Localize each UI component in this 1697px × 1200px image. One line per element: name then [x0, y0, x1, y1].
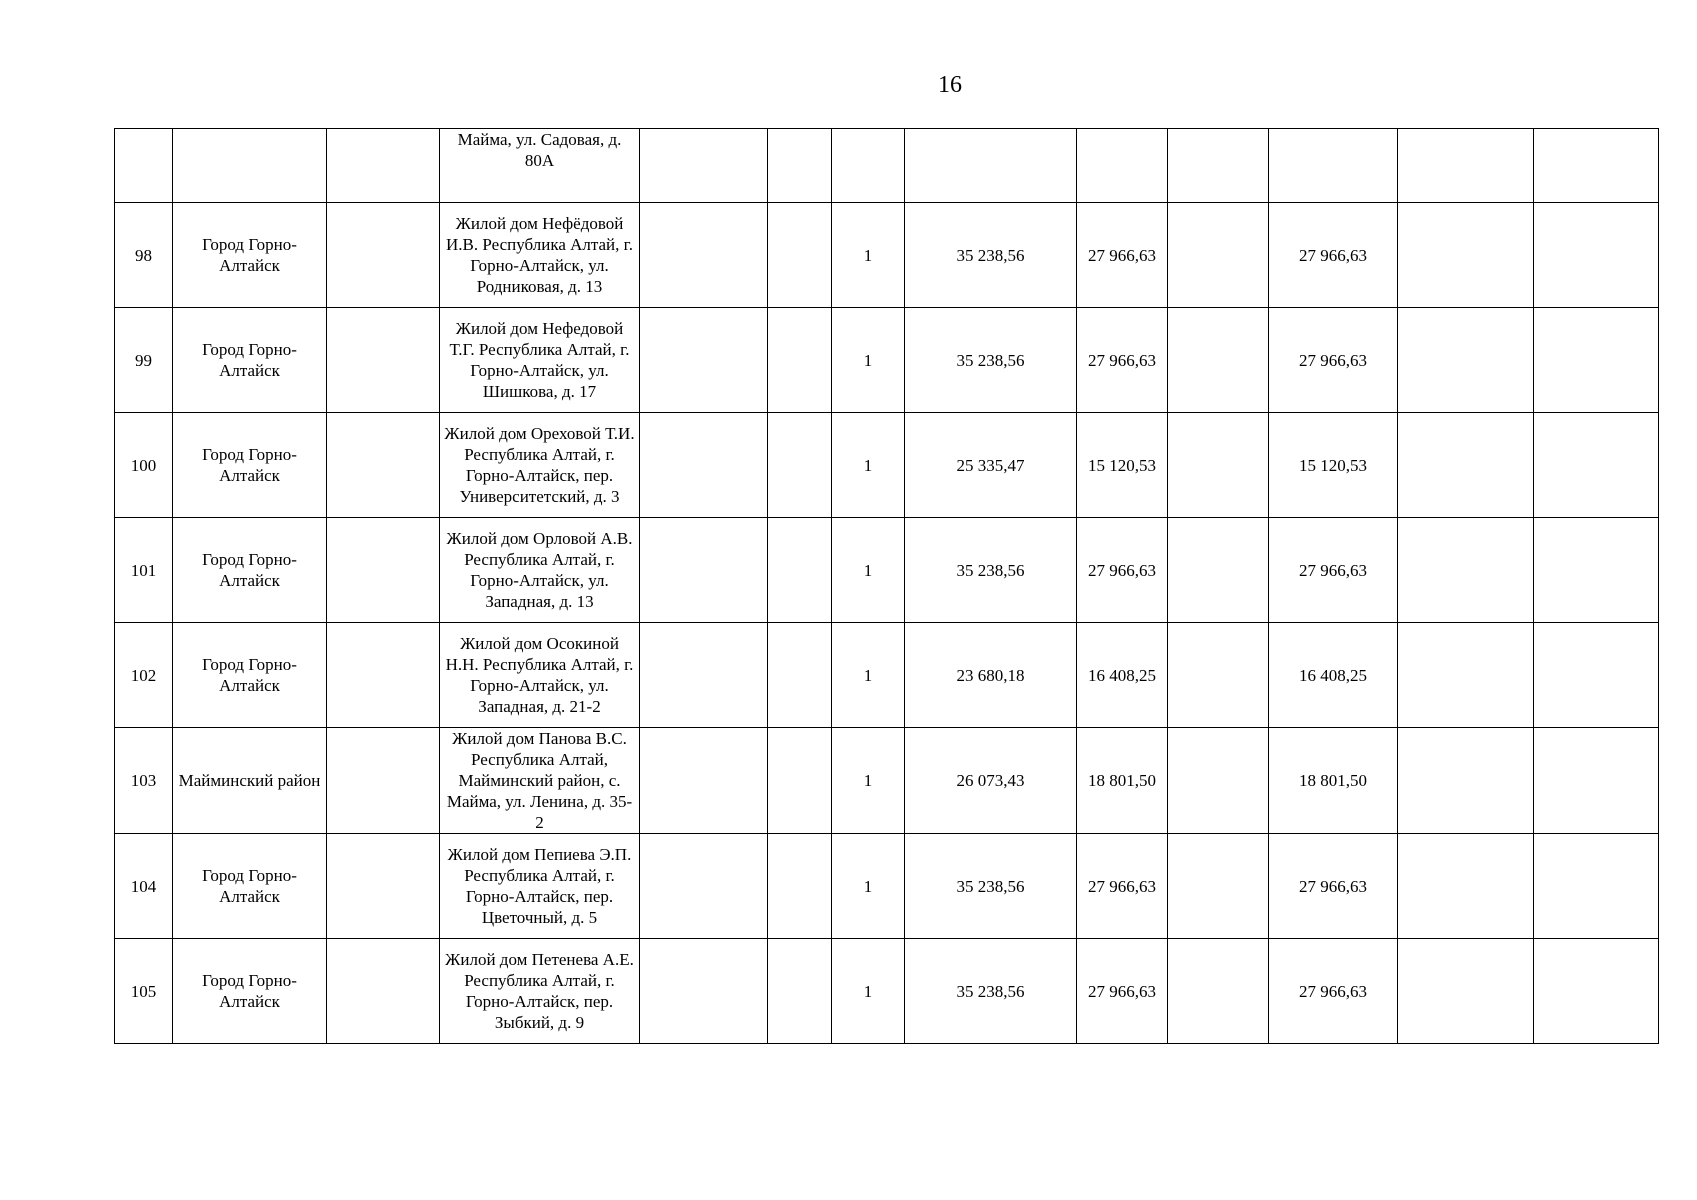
cell-municipality: Город Горно-Алтайск	[173, 308, 327, 413]
cell-empty	[1398, 129, 1534, 203]
cell-empty	[1534, 203, 1659, 308]
table-row	[115, 939, 1659, 1044]
cell-empty	[640, 308, 768, 413]
cell-empty	[327, 203, 440, 308]
cell-empty	[327, 623, 440, 728]
registry-table-body	[115, 129, 1659, 1044]
cell-total-cost	[905, 129, 1077, 203]
cell-empty	[768, 518, 832, 623]
cell-empty	[1168, 308, 1269, 413]
cell-empty	[1398, 939, 1534, 1044]
table-row	[115, 834, 1659, 939]
cell-municipality: Город Горно-Алтайск	[173, 518, 327, 623]
cell-no: 99	[115, 308, 173, 413]
cell-qty: 1	[832, 203, 905, 308]
cell-municipality: Город Горно-Алтайск	[173, 623, 327, 728]
cell-empty	[1398, 834, 1534, 939]
cell-empty	[1398, 623, 1534, 728]
cell-empty	[1168, 939, 1269, 1044]
cell-qty	[832, 129, 905, 203]
cell-empty	[768, 129, 832, 203]
table-row	[115, 203, 1659, 308]
cell-empty	[1534, 308, 1659, 413]
table-row	[115, 308, 1659, 413]
table-row	[115, 728, 1659, 834]
cell-object: Жилой дом Орловой А.В. Республика Алтай, г. Горно-Алтайск, ул. Западная, д. 13	[440, 518, 640, 623]
cell-empty	[1168, 834, 1269, 939]
cell-no: 105	[115, 939, 173, 1044]
cell-empty	[327, 939, 440, 1044]
cell-funds: 27 966,63	[1077, 518, 1168, 623]
cell-empty	[1168, 623, 1269, 728]
cell-object: Майма, ул. Садовая, д. 80А	[440, 129, 640, 203]
cell-empty	[1168, 129, 1269, 203]
cell-no: 100	[115, 413, 173, 518]
cell-no	[115, 129, 173, 203]
cell-empty	[1398, 728, 1534, 834]
cell-empty	[640, 728, 768, 834]
cell-no: 102	[115, 623, 173, 728]
cell-no: 98	[115, 203, 173, 308]
cell-funds-total: 18 801,50	[1269, 728, 1398, 834]
cell-funds-total	[1269, 129, 1398, 203]
cell-empty	[1398, 308, 1534, 413]
cell-empty	[768, 728, 832, 834]
cell-empty	[327, 834, 440, 939]
cell-empty	[1534, 728, 1659, 834]
cell-funds: 18 801,50	[1077, 728, 1168, 834]
cell-funds-total: 27 966,63	[1269, 834, 1398, 939]
cell-empty	[640, 518, 768, 623]
cell-no: 104	[115, 834, 173, 939]
cell-empty	[327, 413, 440, 518]
cell-empty	[327, 518, 440, 623]
cell-funds-total: 15 120,53	[1269, 413, 1398, 518]
cell-qty: 1	[832, 834, 905, 939]
cell-funds: 27 966,63	[1077, 203, 1168, 308]
table-row	[115, 413, 1659, 518]
cell-qty: 1	[832, 518, 905, 623]
cell-qty: 1	[832, 728, 905, 834]
cell-empty	[327, 728, 440, 834]
cell-municipality: Город Горно-Алтайск	[173, 203, 327, 308]
cell-object: Жилой дом Нефедовой Т.Г. Республика Алтай, г. Горно-Алтайск, ул. Шишкова, д. 17	[440, 308, 640, 413]
registry-table-wrapper	[114, 128, 1659, 1044]
cell-municipality: Майминский район	[173, 728, 327, 834]
page-number: 16	[938, 72, 962, 98]
table-row	[115, 518, 1659, 623]
cell-empty	[1534, 129, 1659, 203]
cell-empty	[640, 834, 768, 939]
cell-municipality	[173, 129, 327, 203]
cell-funds-total: 27 966,63	[1269, 518, 1398, 623]
cell-municipality: Город Горно-Алтайск	[173, 939, 327, 1044]
cell-qty: 1	[832, 308, 905, 413]
cell-funds	[1077, 129, 1168, 203]
cell-total-cost: 35 238,56	[905, 308, 1077, 413]
cell-empty	[1398, 413, 1534, 518]
cell-funds: 16 408,25	[1077, 623, 1168, 728]
cell-object: Жилой дом Нефёдовой И.В. Республика Алтай, г. Горно-Алтайск, ул. Родниковая, д. 13	[440, 203, 640, 308]
cell-municipality: Город Горно-Алтайск	[173, 413, 327, 518]
cell-object: Жилой дом Пепиева Э.П. Республика Алтай, г. Горно-Алтайск, пер. Цветочный, д. 5	[440, 834, 640, 939]
cell-empty	[1534, 834, 1659, 939]
cell-empty	[768, 834, 832, 939]
cell-empty	[640, 623, 768, 728]
cell-no: 103	[115, 728, 173, 834]
cell-empty	[640, 203, 768, 308]
cell-empty	[1168, 413, 1269, 518]
cell-qty: 1	[832, 413, 905, 518]
cell-empty	[327, 129, 440, 203]
table-row	[115, 623, 1659, 728]
cell-empty	[1534, 413, 1659, 518]
cell-no: 101	[115, 518, 173, 623]
cell-funds: 15 120,53	[1077, 413, 1168, 518]
cell-municipality: Город Горно-Алтайск	[173, 834, 327, 939]
cell-total-cost: 35 238,56	[905, 834, 1077, 939]
cell-object: Жилой дом Осокиной Н.Н. Республика Алтай, г. Горно-Алтайск, ул. Западная, д. 21-2	[440, 623, 640, 728]
cell-empty	[1168, 518, 1269, 623]
cell-empty	[1534, 623, 1659, 728]
cell-total-cost: 26 073,43	[905, 728, 1077, 834]
cell-empty	[1534, 939, 1659, 1044]
cell-object: Жилой дом Панова В.С. Республика Алтай, Майминский район, с. Майма, ул. Ленина, д. 35-2	[440, 728, 640, 834]
cell-empty	[640, 939, 768, 1044]
cell-total-cost: 25 335,47	[905, 413, 1077, 518]
cell-funds-total: 27 966,63	[1269, 203, 1398, 308]
cell-empty	[327, 308, 440, 413]
cell-empty	[1398, 203, 1534, 308]
cell-empty	[768, 939, 832, 1044]
cell-empty	[768, 203, 832, 308]
cell-total-cost: 35 238,56	[905, 939, 1077, 1044]
cell-object: Жилой дом Петенева А.Е. Республика Алтай, г. Горно-Алтайск, пер. Зыбкий, д. 9	[440, 939, 640, 1044]
cell-funds-total: 27 966,63	[1269, 939, 1398, 1044]
cell-total-cost: 23 680,18	[905, 623, 1077, 728]
cell-empty	[1534, 518, 1659, 623]
cell-empty	[768, 308, 832, 413]
cell-funds: 27 966,63	[1077, 308, 1168, 413]
cell-empty	[768, 623, 832, 728]
cell-funds-total: 27 966,63	[1269, 308, 1398, 413]
cell-funds-total: 16 408,25	[1269, 623, 1398, 728]
cell-empty	[1398, 518, 1534, 623]
cell-total-cost: 35 238,56	[905, 518, 1077, 623]
cell-funds: 27 966,63	[1077, 939, 1168, 1044]
cell-qty: 1	[832, 623, 905, 728]
cell-empty	[640, 129, 768, 203]
cell-empty	[768, 413, 832, 518]
cell-total-cost: 35 238,56	[905, 203, 1077, 308]
table-row-continued	[115, 129, 1659, 203]
cell-object: Жилой дом Ореховой Т.И. Республика Алтай, г. Горно-Алтайск, пер. Университетский, д. 3	[440, 413, 640, 518]
registry-table	[114, 128, 1659, 1044]
cell-empty	[640, 413, 768, 518]
cell-funds: 27 966,63	[1077, 834, 1168, 939]
cell-empty	[1168, 728, 1269, 834]
cell-empty	[1168, 203, 1269, 308]
cell-qty: 1	[832, 939, 905, 1044]
